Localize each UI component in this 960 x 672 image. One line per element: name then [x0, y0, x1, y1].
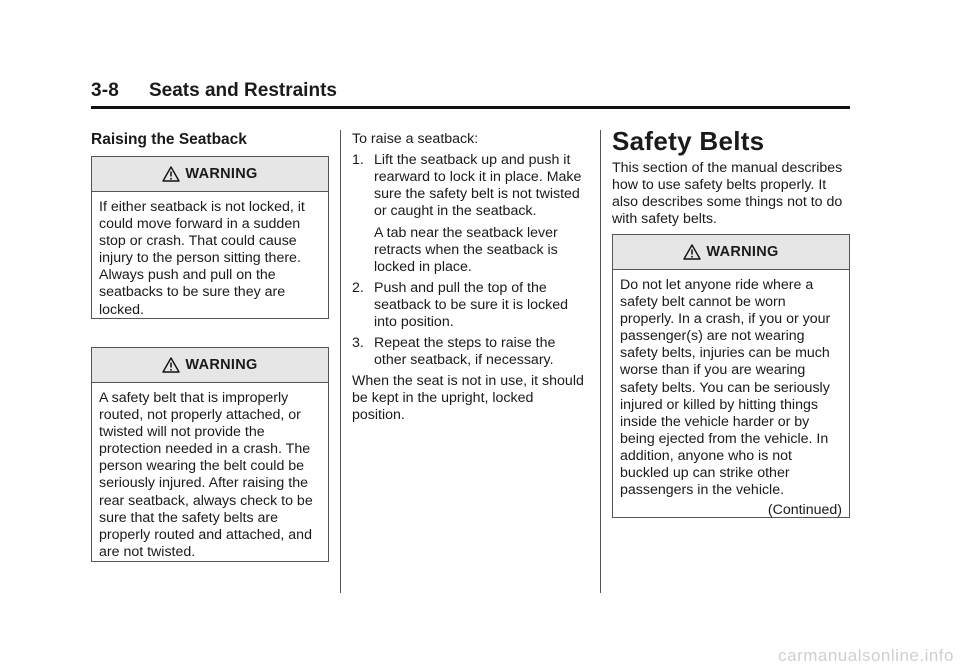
- step-text: Lift the seatback up and push it rearward to lock it in place. Make sure the safety belt is not twisted or caught in the seatback.: [374, 152, 582, 219]
- warning-header: [92, 157, 328, 192]
- middle-column: [352, 131, 590, 424]
- warning-body: [613, 270, 849, 526]
- warning-box-safety-belt-routing: [91, 347, 329, 562]
- warning-text: Do not let anyone ride where a safety belt cannot be worn properly. In a crash, if you or your passenger(s) are not wearing safety belts, injuries can be much worse than if you are wearing safety belts. You can be seriously injured or killed by hitting things inside the vehicle harder or by being ejected from the vehicle. In addition, anyone who is not buckled up can strike other passengers in the vehicle.: [620, 277, 831, 499]
- column-divider-1: [340, 130, 341, 593]
- step-item: [352, 152, 590, 276]
- steps-intro: To raise a seatback:: [352, 131, 479, 147]
- page-header: [91, 80, 850, 109]
- warning-label: WARNING: [185, 166, 258, 182]
- warning-box-safety-belts: [612, 234, 850, 518]
- page-number: 3-8: [91, 80, 120, 101]
- step-text: Push and pull the top of the seatback to be sure it is locked into position.: [374, 280, 568, 330]
- step-number: 2.: [352, 280, 364, 296]
- column-divider-2: [600, 130, 601, 593]
- warning-header: [92, 348, 328, 383]
- step-text: Repeat the steps to raise the other seatback, if necessary.: [374, 335, 556, 368]
- steps-list: [352, 152, 590, 369]
- warning-header: [613, 235, 849, 270]
- continued-label: (Continued): [767, 502, 842, 519]
- warning-label: WARNING: [185, 357, 258, 373]
- warning-icon: [162, 166, 180, 182]
- step-item: [352, 335, 590, 369]
- section-heading: Safety Belts: [612, 126, 765, 156]
- step-number: 3.: [352, 335, 364, 351]
- right-column: [612, 126, 850, 228]
- step-number: 1.: [352, 152, 364, 168]
- watermark: carmanualsonline.info: [778, 646, 954, 665]
- step-item: [352, 280, 590, 331]
- closing-text: When the seat is not in use, it should be kept in the upright, locked position.: [352, 373, 584, 423]
- warning-label: WARNING: [706, 244, 779, 260]
- warning-text: If either seatback is not locked, it could move forward in a sudden stop or crash. That could cause injury to the person sitting there. Always push and pull on the seatbacks to be sure they are locked.: [99, 199, 305, 318]
- step-note: A tab near the seatback lever retracts when the seatback is locked in place.: [374, 225, 558, 275]
- section-intro: This section of the manual describes how to use safety belts properly. It also describes some things not to do with safety belts.: [612, 160, 843, 227]
- section-title: Seats and Restraints: [149, 80, 337, 101]
- warning-box-seatback: [91, 156, 329, 319]
- left-column: [91, 130, 329, 149]
- warning-icon: [162, 357, 180, 373]
- warning-text: A safety belt that is improperly routed, not properly attached, or twisted will not provide the protection needed in a crash. The person wearing the belt could be seriously injured. After raising the rear seatback, always check to be sure that the safety belts are properly routed and attached, and are not twisted.: [99, 390, 313, 560]
- subsection-heading: Raising the Seatback: [91, 131, 247, 148]
- warning-icon: [683, 244, 701, 260]
